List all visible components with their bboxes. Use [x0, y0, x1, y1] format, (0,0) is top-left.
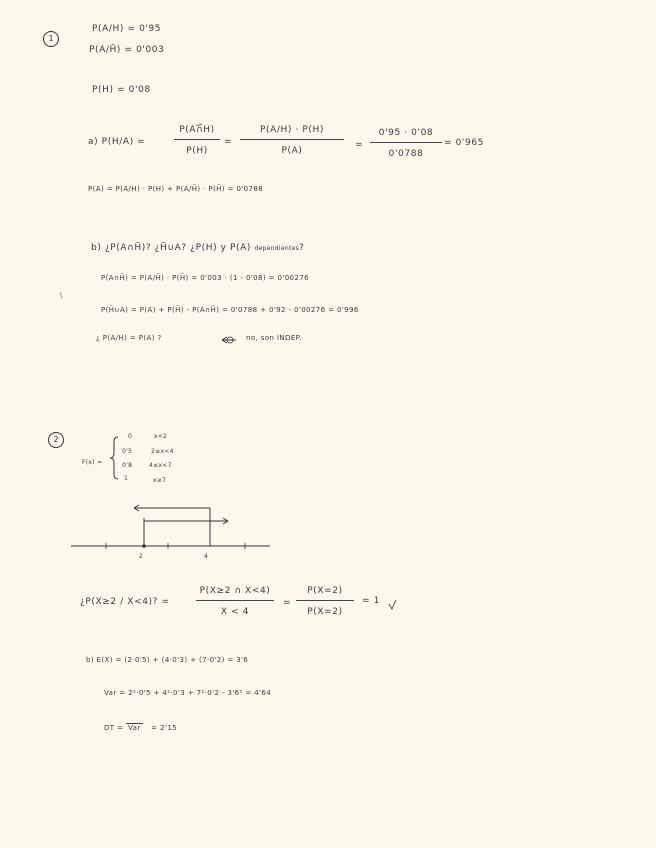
variance-line: Var = 2²·0'5 + 4²·0'3 + 7²·0'2 - 3'6² = 4'64 — [104, 689, 272, 697]
part-b-title-end: ? — [299, 243, 305, 253]
part-b-title-dependientes: dependientes — [254, 245, 300, 252]
stray-mark — [60, 292, 62, 298]
conditional-question: ¿P(X≥2 / X<4)? = — [80, 597, 170, 607]
total-probability-line: P(A) = P(A/H) · P(H) + P(A/H̄) · P(H̄) = 0'0788 — [88, 185, 264, 193]
case-value: 1 — [124, 475, 129, 482]
part-a-result: = 0'965 — [444, 138, 484, 148]
overline-mark — [196, 124, 202, 126]
part-b-title-main: b) ¿P(A∩H̄)? ¿H̄∪A? ¿P(H) y P(A) — [91, 243, 255, 253]
case-condition: 2≤x<4 — [151, 448, 174, 455]
part-a-label: a) P(H/A) = — [88, 137, 146, 147]
fraction-denominator: 0'0788 — [388, 149, 424, 159]
part-b-independence-question: ¿ P(A/H) = P(A) ? — [96, 334, 162, 342]
fraction-denominator: P(H) — [186, 146, 208, 156]
equals-sign: = — [283, 598, 292, 608]
problem-2-number: 2 — [48, 432, 64, 448]
fraction-numerator: P(A∩H) — [179, 125, 215, 135]
given-p-a-given-h: P(A/H) = 0'95 — [92, 24, 162, 34]
check-mark-icon — [389, 600, 396, 609]
case-condition: x<2 — [154, 433, 168, 440]
case-condition: 4≤x<7 — [149, 462, 172, 469]
part-b-independence-answer: no, son INDEP. — [246, 334, 302, 342]
expected-value-line: b) E(X) = (2·0'5) + (4·0'3) + (7·0'2) = 3'6 — [86, 656, 249, 664]
given-p-h: P(H) = 0'08 — [92, 85, 151, 95]
conditional-result: = 1 — [362, 596, 380, 606]
sqrt-var: Var — [127, 724, 141, 732]
problem-1-number: 1 — [43, 31, 59, 47]
std-dev-result: = 2'15 — [151, 724, 178, 732]
equals-sign: = — [224, 137, 233, 147]
case-condition: x≥7 — [153, 477, 167, 484]
part-b-intersection-line: P(A∩H̄) = P(A/H̄) · P(H̄) = 0'003 · (1 - 0'08) = 0'00276 — [101, 274, 309, 282]
axis-label-2: 2 — [139, 553, 144, 560]
distribution-function-label: F(x) = — [82, 459, 103, 466]
part-b-union-line: P(H̄∪A) = P(A) + P(H̄) - P(A∩H̄) = 0'0788 + 0'92 - 0'00276 = 0'996 — [101, 306, 359, 314]
fraction-numerator: 0'95 · 0'08 — [378, 128, 434, 138]
equals-sign: = — [355, 140, 364, 150]
case-value: 0'8 — [122, 462, 133, 469]
fraction-numerator: P(X=2) — [307, 586, 343, 596]
closed-point — [142, 544, 146, 548]
fraction-denominator: P(A) — [281, 146, 303, 156]
fraction-numerator: P(X≥2 ∩ X<4) — [199, 586, 271, 596]
fraction-denominator: X < 4 — [220, 607, 250, 617]
cases-brace — [110, 437, 118, 479]
case-value: 0 — [128, 433, 133, 440]
arrow-implies-icon — [222, 337, 236, 343]
axis-label-4: 4 — [204, 553, 209, 560]
fraction-denominator: P(X=2) — [307, 607, 343, 617]
given-p-a-given-not-h: P(A/H̄) = 0'003 — [89, 45, 165, 55]
case-value: 0'5 — [122, 448, 133, 455]
std-dev-prefix: DT = — [104, 724, 126, 732]
fraction-numerator: P(A/H) · P(H) — [259, 125, 324, 135]
